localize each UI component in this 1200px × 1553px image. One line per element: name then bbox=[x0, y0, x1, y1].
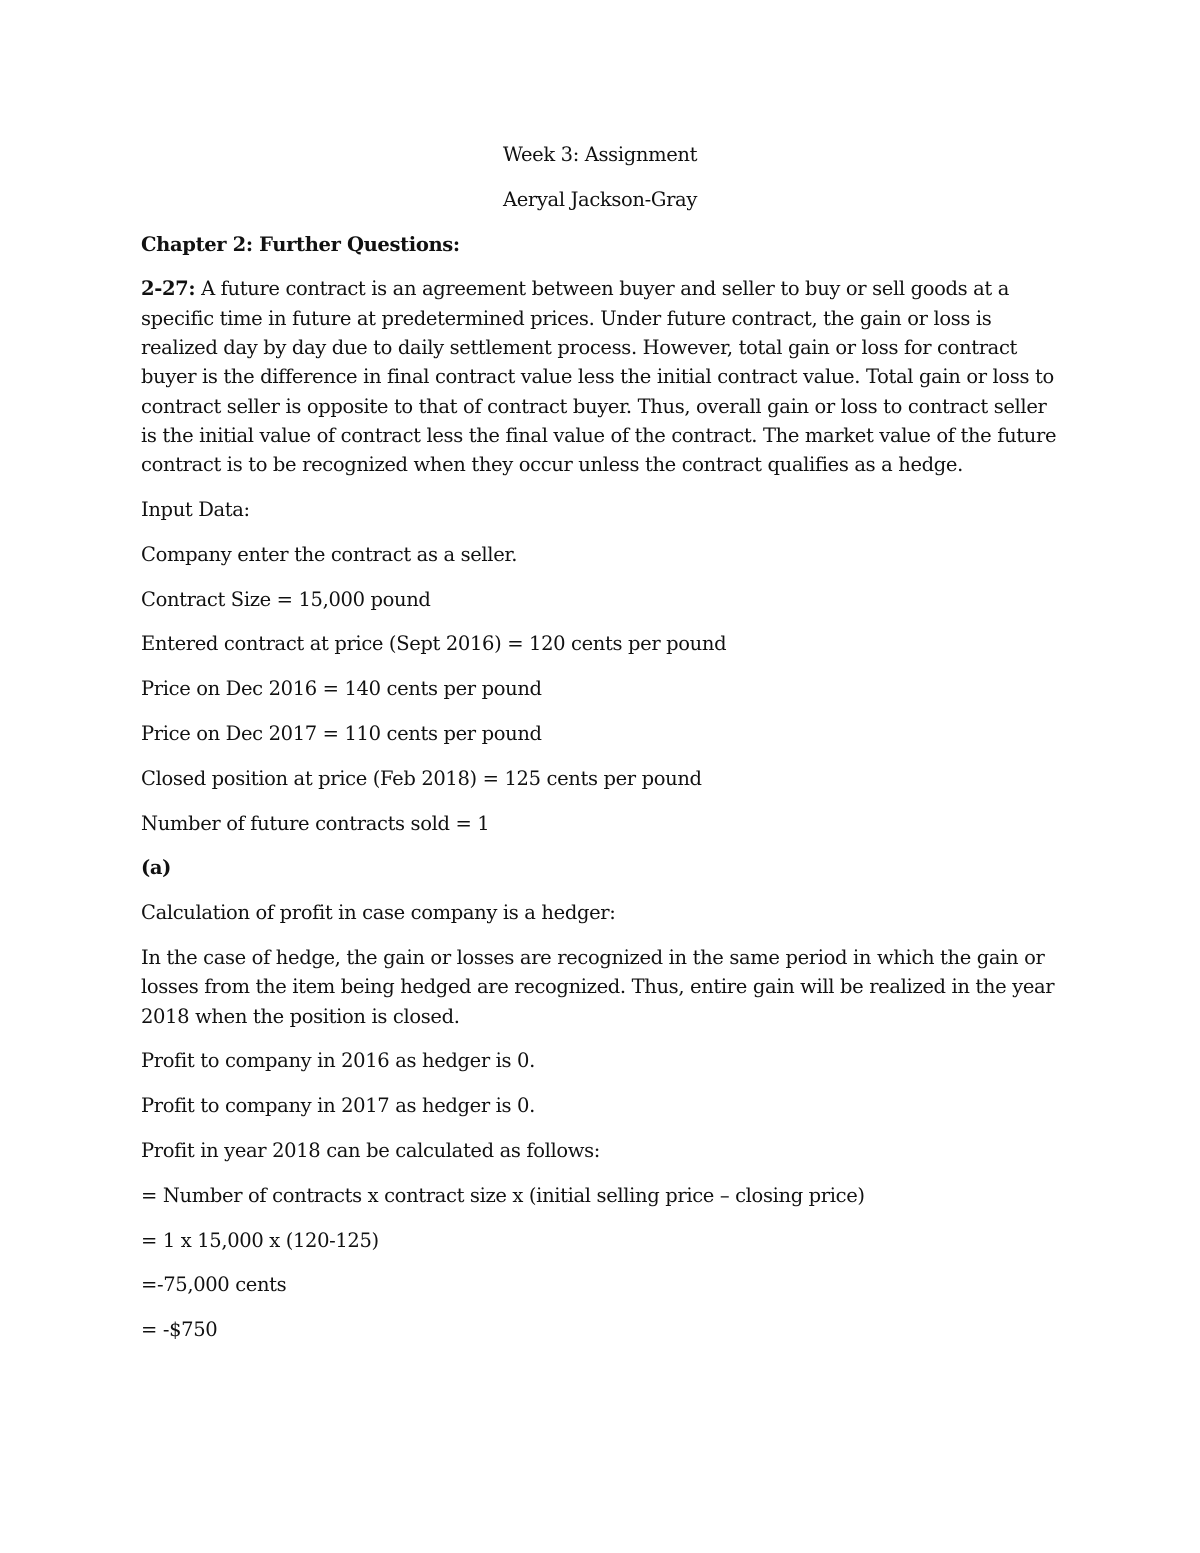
chapter-heading: Chapter 2: Further Questions: bbox=[141, 232, 460, 256]
profit-line: Profit to company in 2016 as hedger is 0. bbox=[141, 1049, 535, 1073]
result-line: = -$750 bbox=[141, 1318, 218, 1342]
hedge-paragraph: In the case of hedge, the gain or losses are recognized in the same period in which the gain or losses from the item being hedged are recognized. Thus, entire gain will be realized in the year 2018 when the position is closed. bbox=[141, 945, 1055, 1028]
input-line: Company enter the contract as a seller. bbox=[141, 542, 518, 566]
question-paragraph bbox=[141, 274, 1059, 479]
part-a-intro: Calculation of profit in case company is a hedger: bbox=[141, 901, 616, 925]
profit-line: Profit to company in 2017 as hedger is 0. bbox=[141, 1094, 535, 1118]
input-line: Entered contract at price (Sept 2016) = 120 cents per pound bbox=[141, 632, 727, 656]
input-line: Contract Size = 15,000 pound bbox=[141, 587, 431, 611]
document-author: Aeryal Jackson-Gray bbox=[503, 187, 697, 211]
formula-line: = Number of contracts x contract size x (initial selling price – closing price) bbox=[141, 1183, 865, 1207]
profit-line: Profit in year 2018 can be calculated as follows: bbox=[141, 1138, 601, 1162]
formula-line: =-75,000 cents bbox=[141, 1273, 287, 1297]
input-data-label: Input Data: bbox=[141, 497, 250, 521]
document-title: Week 3: Assignment bbox=[502, 143, 698, 166]
question-label: 2-27: bbox=[141, 277, 196, 301]
question-text: A future contract is an agreement between buyer and seller to buy or sell goods at a specific time in future at predetermined prices. Under future contract, the gain or loss is realized day by day due to daily settlement process. However, total gain or loss for contract buyer is the difference in final contract value less the initial contract value. Total gain or loss to contract seller is opposite to that of contract buyer. Thus, overall gain or loss to contract seller is the initial value of contract less the final value of the contract. The market value of the future contract is to be recognized when they occur unless the contract qualifies as a hedge. bbox=[141, 277, 1057, 477]
formula-line: = 1 x 15,000 x (120-125) bbox=[141, 1228, 379, 1252]
document-body bbox=[141, 140, 1059, 1360]
input-line: Number of future contracts sold = 1 bbox=[141, 811, 490, 835]
input-line: Price on Dec 2016 = 140 cents per pound bbox=[141, 677, 542, 701]
input-line: Closed position at price (Feb 2018) = 125 cents per pound bbox=[141, 766, 702, 790]
part-a-label: (a) bbox=[141, 856, 172, 880]
input-line: Price on Dec 2017 = 110 cents per pound bbox=[141, 721, 542, 745]
